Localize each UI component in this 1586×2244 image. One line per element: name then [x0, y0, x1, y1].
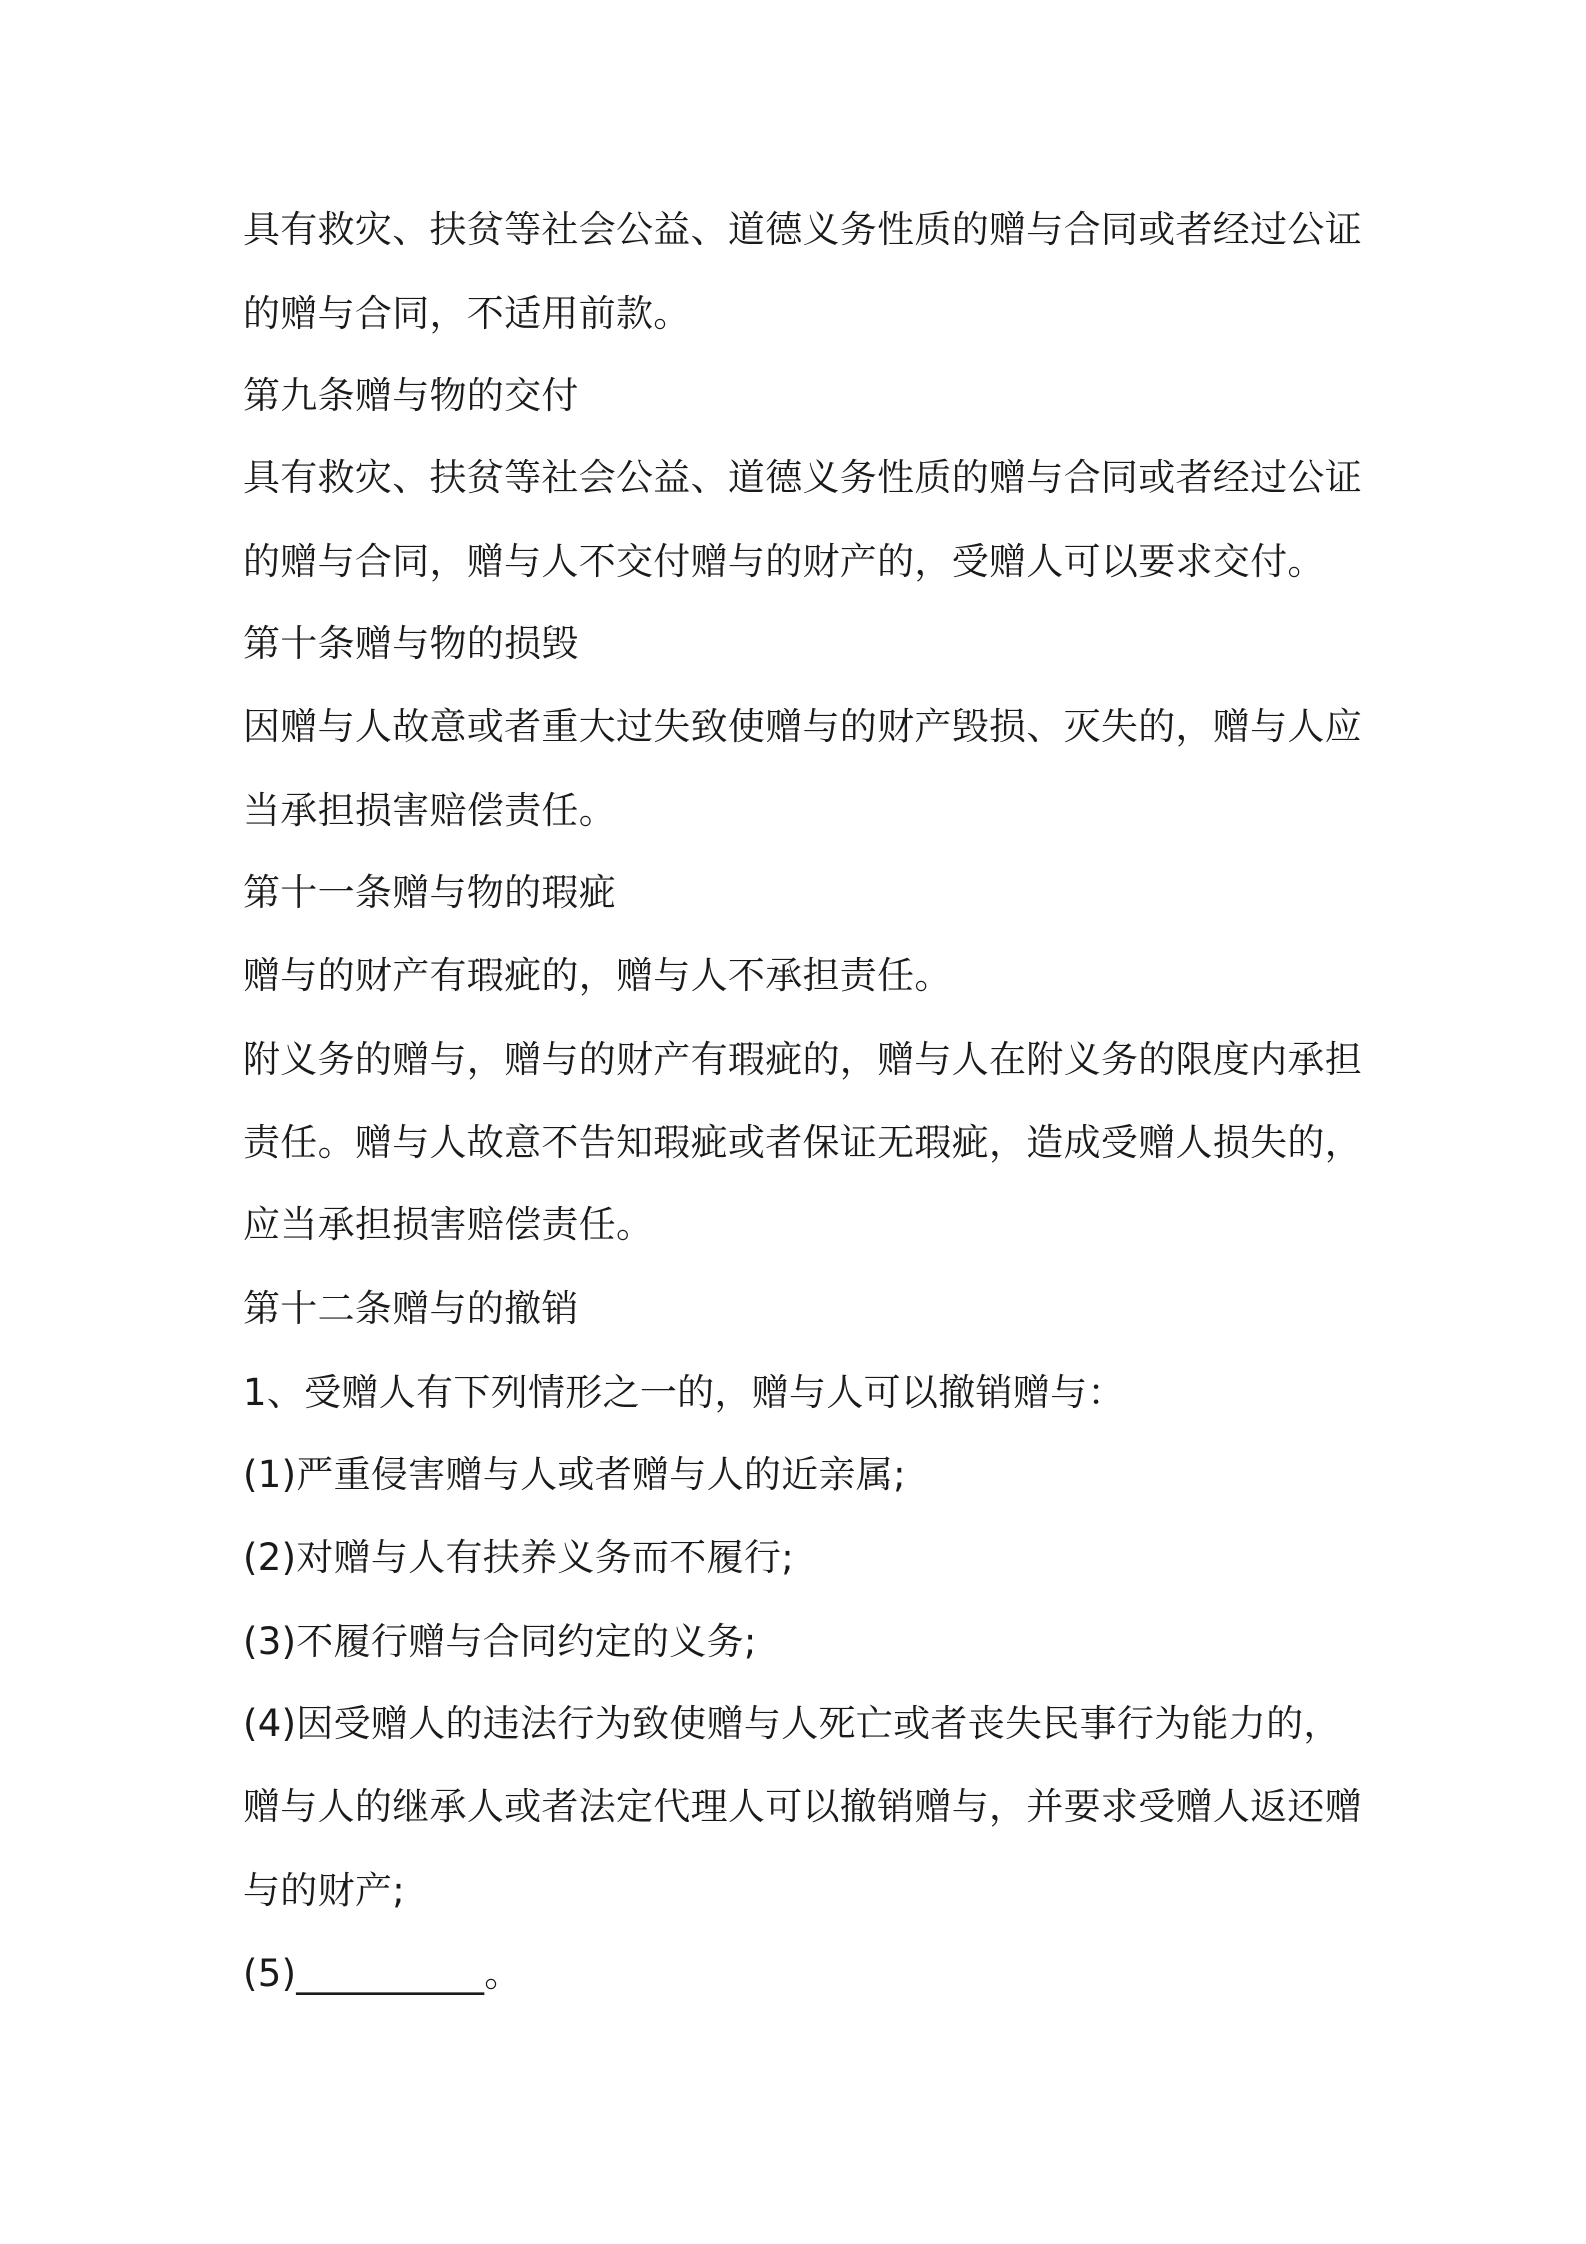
- text-line: 赠与的财产有瑕疵的，赠与人不承担责任。: [243, 954, 952, 997]
- list-item: (2)对赠与人有扶养义务而不履行;: [243, 1536, 794, 1579]
- text-line: 因赠与人故意或者重大过失致使赠与的财产毁损、灭失的，赠与人应: [243, 705, 1362, 748]
- text-line: 具有救灾、扶贫等社会公益、道德义务性质的赠与合同或者经过公证: [243, 208, 1362, 251]
- text-line: 附义务的赠与，赠与的财产有瑕疵的，赠与人在附义务的限度内承担: [243, 1038, 1362, 1081]
- text-line: 当承担损害赔偿责任。: [243, 789, 616, 832]
- section-heading: 第九条赠与物的交付: [243, 374, 579, 417]
- section-heading: 第十一条赠与物的瑕疵: [243, 871, 616, 914]
- list-item: (4)因受赠人的违法行为致使赠与人死亡或者丧失民事行为能力的，: [243, 1702, 1341, 1745]
- text-line: 与的财产;: [243, 1869, 405, 1912]
- text-line: 具有救灾、扶贫等社会公益、道德义务性质的赠与合同或者经过公证: [243, 456, 1362, 499]
- list-item: (1)严重侵害赠与人或者赠与人的近亲属;: [243, 1453, 906, 1496]
- section-heading: 第十二条赠与的撤销: [243, 1287, 579, 1330]
- text-line: 责任。赠与人故意不告知瑕疵或者保证无瑕疵，造成受赠人损失的，: [243, 1121, 1362, 1164]
- text-line: 的赠与合同，赠与人不交付赠与的财产的，受赠人可以要求交付。: [243, 540, 1325, 583]
- text-line: 1、受赠人有下列情形之一的，赠与人可以撤销赠与：: [243, 1371, 1125, 1414]
- list-item: (5)__________。: [243, 1952, 522, 1995]
- text-line: 赠与人的继承人或者法定代理人可以撤销赠与，并要求受赠人返还赠: [243, 1785, 1362, 1828]
- text-line: 应当承担损害赔偿责任。: [243, 1203, 654, 1246]
- text-line: 的赠与合同，不适用前款。: [243, 292, 691, 335]
- list-item: (3)不履行赠与合同约定的义务;: [243, 1620, 757, 1663]
- section-heading: 第十条赠与物的损毁: [243, 622, 579, 665]
